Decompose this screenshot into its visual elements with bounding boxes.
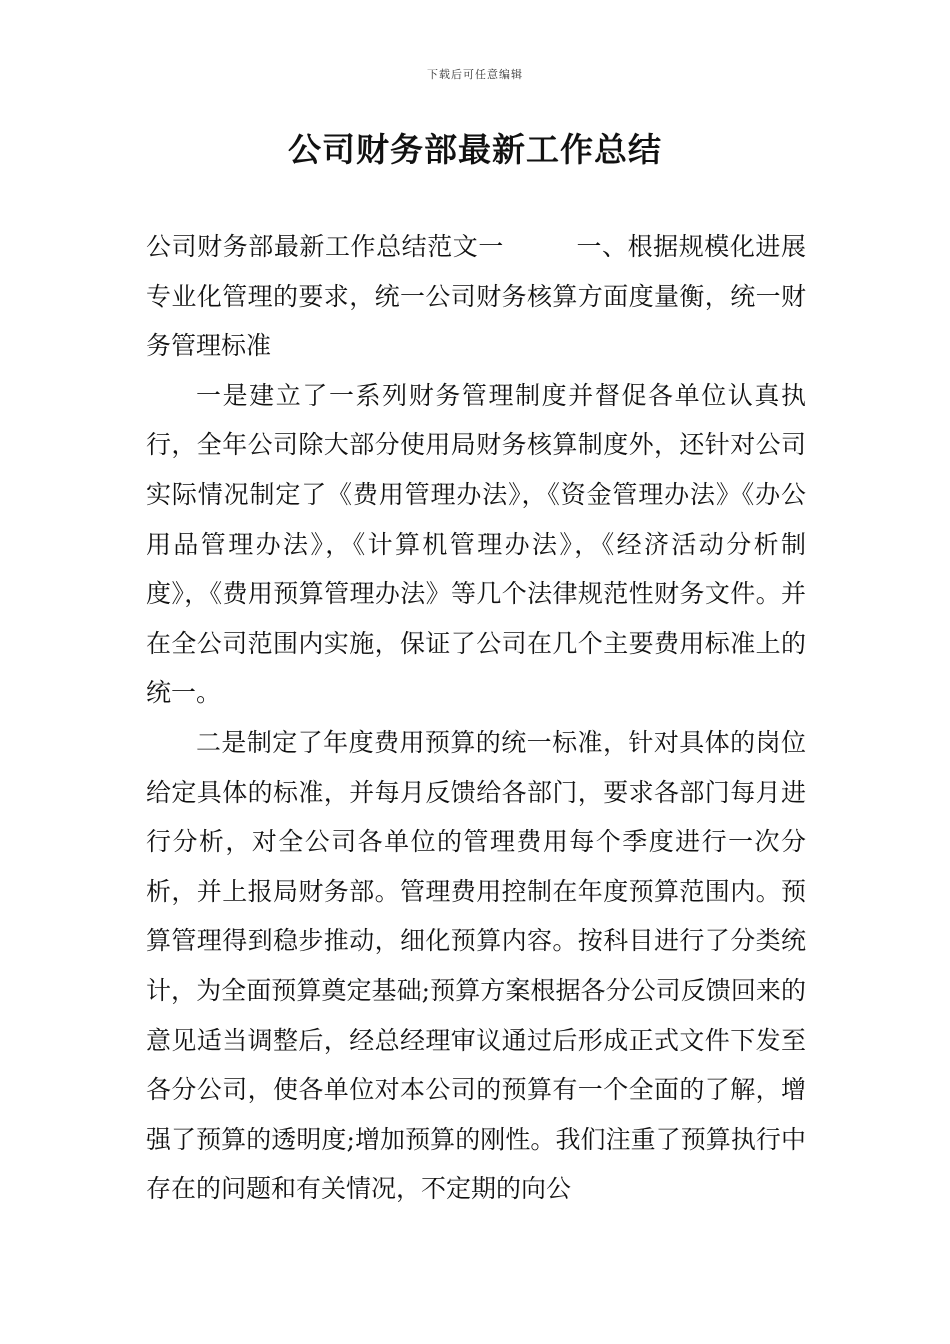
section-heading: 一、根据规模化进展专业化管理的要求，统一公司财务核算方面度量衡，统一财务管理标准 [146, 232, 806, 361]
header-note: 下载后可任意编辑 [427, 68, 523, 81]
document-body [146, 222, 806, 1214]
intro-paragraph [146, 222, 806, 371]
intro-label: 公司财务部最新工作总结范文一 [146, 232, 504, 261]
document-title: 公司财务部最新工作总结 [288, 130, 662, 169]
paragraph-2: 二是制定了年度费用预算的统一标准，针对具体的岗位给定具体的标准，并每月反馈给各部门，要求各部门每月进行分析，对全公司各单位的管理费用每个季度进行一次分析，并上报局财务部。管理费用控制在年度预算范围内。预算管理得到稳步推动，细化预算内容。按科目进行了分类统计，为全面预算奠定基础;预算方案根据各分公司反馈回来的意见适当调整后，经总经理审议通过后形成正式文件下发至各分公司，使各单位对本公司的预算有一个全面的了解，增强了预算的透明度;增加预算的刚性。我们注重了预算执行中存在的问题和有关情况，不定期的向公 [146, 727, 806, 1204]
paragraph-1: 一是建立了一系列财务管理制度并督促各单位认真执行，全年公司除大部分使用局财务核算制度外，还针对公司实际情况制定了《费用管理办法》，《资金管理办法》《办公用品管理办法》，《计算机管理办法》，《经济活动分析制度》，《费用预算管理办法》等几个法律规范性财务文件。并在全公司范围内实施，保证了公司在几个主要费用标准上的统一。 [146, 380, 806, 708]
